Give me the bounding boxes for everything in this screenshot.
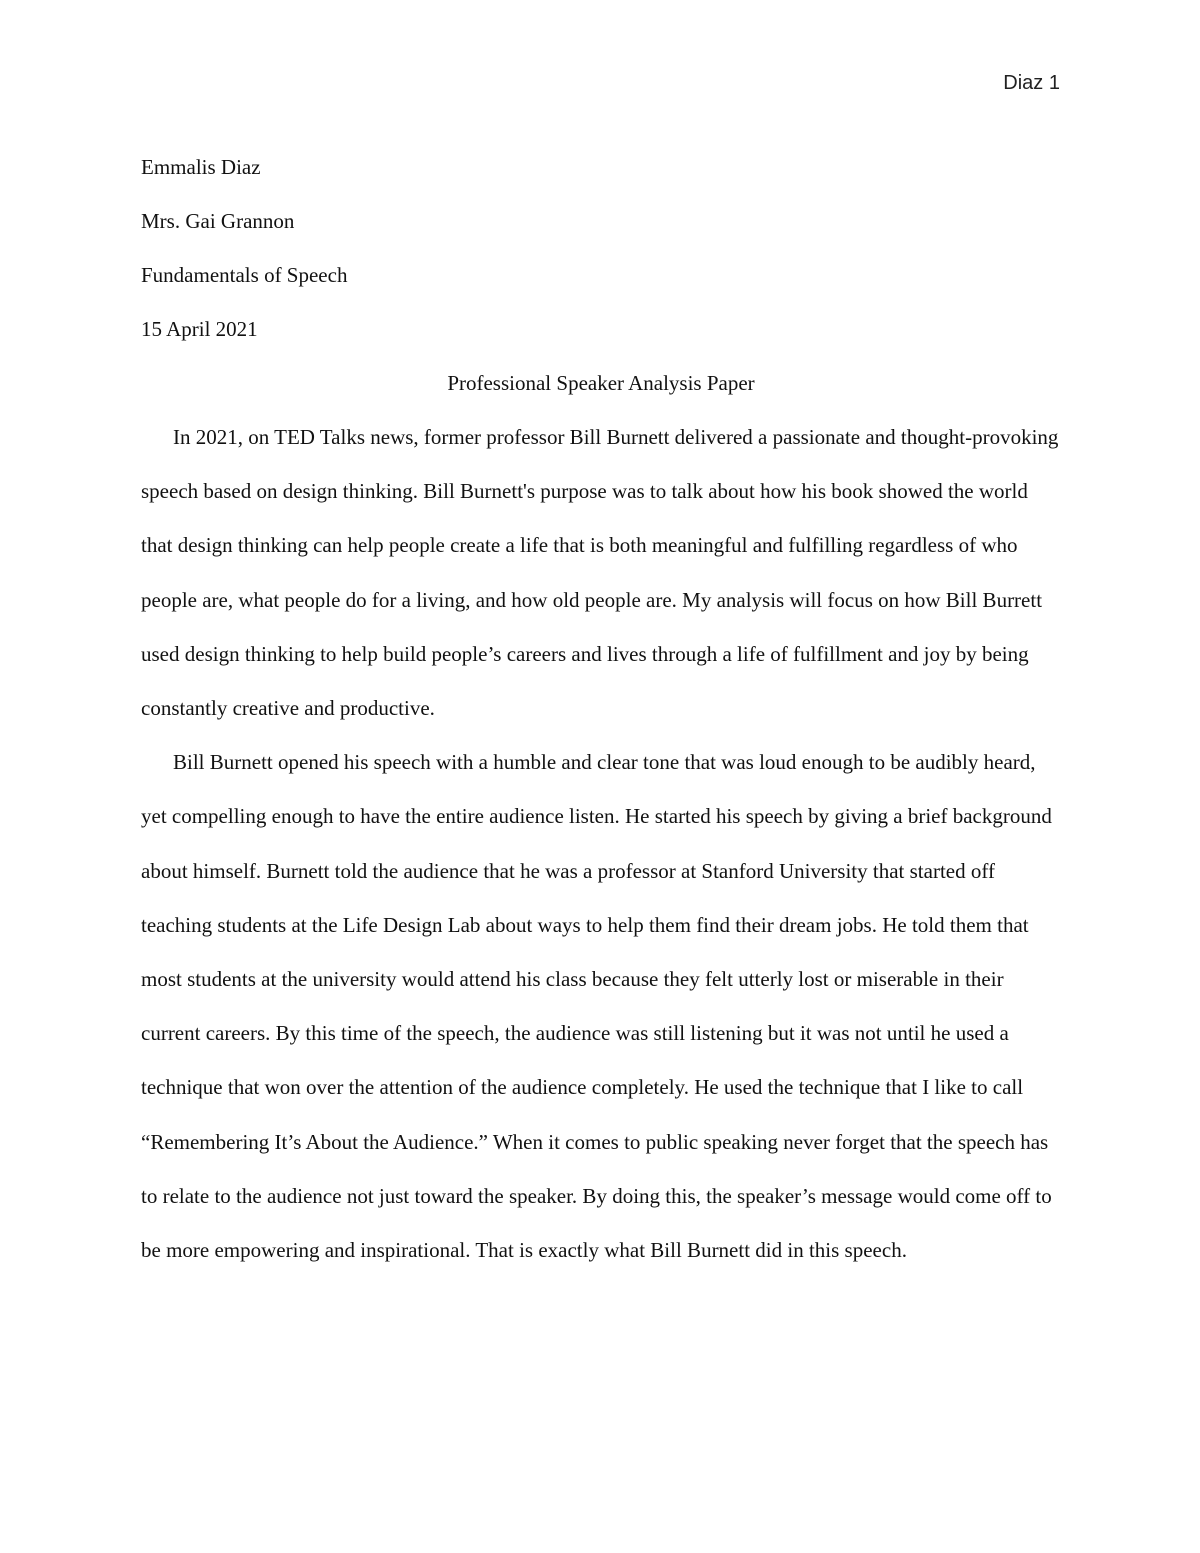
student-name: Emmalis Diaz — [141, 155, 261, 179]
instructor-name: Mrs. Gai Grannon — [141, 209, 295, 233]
paper-date: 15 April 2021 — [141, 317, 258, 341]
body-paragraph-1: In 2021, on TED Talks news, former professor Bill Burnett delivered a passionate and thought-provoking speech based on design thinking. Bill Burnett's purpose was to talk about how his book showed the world that design thinking can help people create a life that is both meaningful and fulfilling regardless of who people are, what people do for a living, and how old people are. My analysis will focus on how Bill Burrett used design thinking to help build people’s careers and lives through a life of fulfillment and joy by being constantly creative and productive. — [141, 425, 1059, 721]
document-body — [141, 140, 1061, 1277]
running-head: Diaz 1 — [1003, 72, 1060, 94]
paper-title: Professional Speaker Analysis Paper — [447, 371, 755, 395]
body-paragraph-2: Bill Burnett opened his speech with a humble and clear tone that was loud enough to be audibly heard, yet compelling enough to have the entire audience listen. He started his speech by giving a brief background about himself. Burnett told the audience that he was a professor at Stanford University that started off teaching students at the Life Design Lab about ways to help them find their dream jobs. He told them that most students at the university would attend his class because they felt utterly lost or miserable in their current careers. By this time of the speech, the audience was still listening but it was not until he used a technique that won over the attention of the audience completely. He used the technique that I like to call “Remembering It’s About the Audience.” When it comes to public speaking never forget that the speech has to relate to the audience not just toward the speaker. By doing this, the speaker’s message would come off to be more empowering and inspirational. That is exactly what Bill Burnett did in this speech. — [141, 750, 1052, 1263]
course-name: Fundamentals of Speech — [141, 263, 348, 287]
